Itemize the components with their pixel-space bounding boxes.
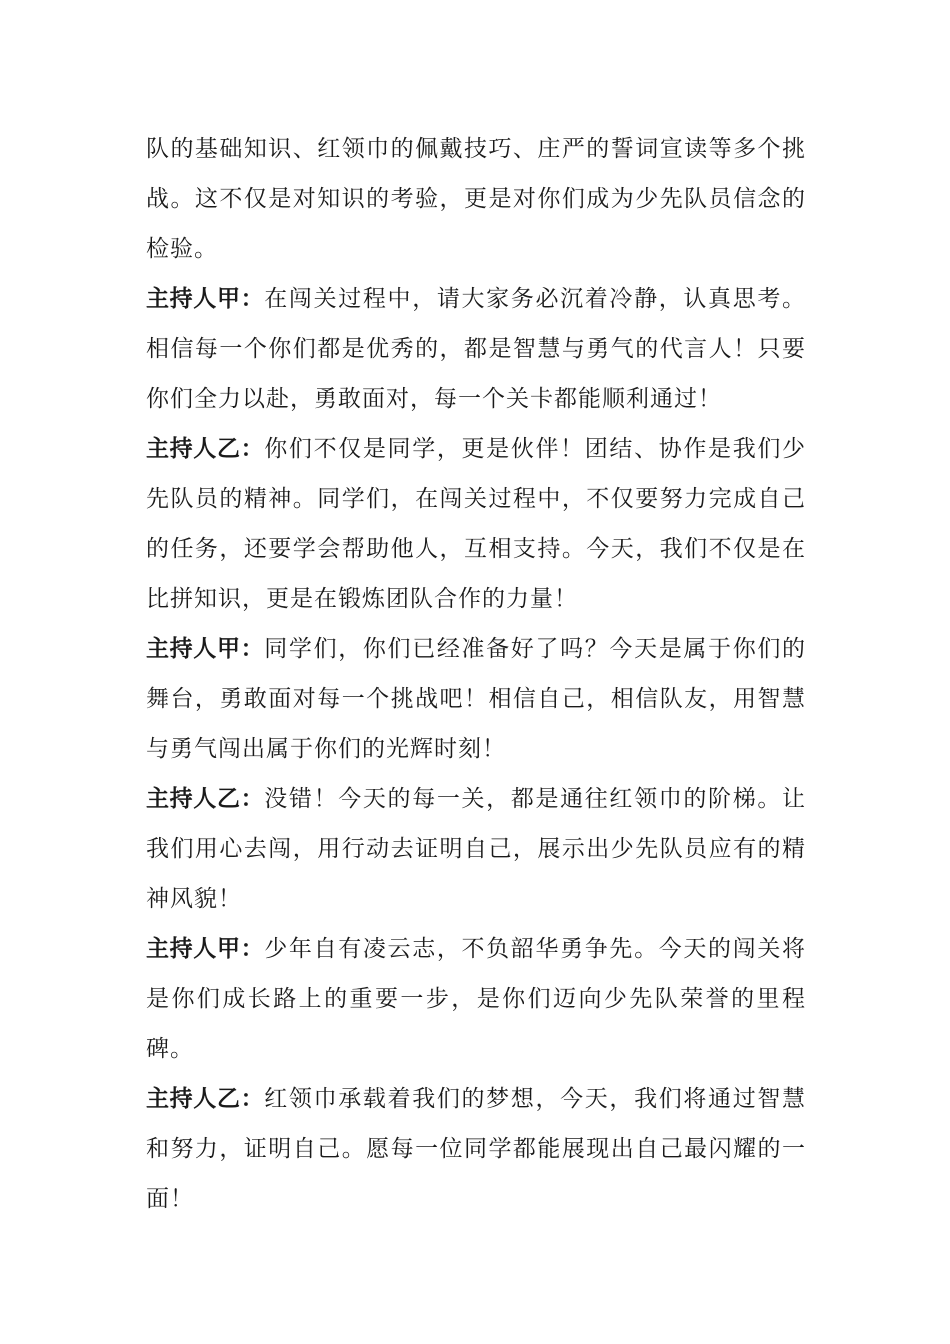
paragraph-6 [146, 924, 806, 1074]
paragraph-text: 你们不仅是同学，更是伙伴！团结、协作是我们少先队员的精神。同学们，在闯关过程中，不仅要努力完成自己的任务，还要学会帮助他人，互相支持。今天，我们不仅是在比拼知识，更是在锻炼团队合作的力量！ [146, 436, 807, 612]
paragraph-text: 队的基础知识、红领巾的佩戴技巧、庄严的誓词宣读等多个挑战。这不仅是对知识的考验，更是对你们成为少先队员信念的检验。 [146, 136, 806, 262]
paragraph-2 [146, 274, 806, 424]
paragraph-3 [146, 424, 806, 624]
paragraph-1 [146, 124, 806, 274]
paragraph-text: 在闯关过程中，请大家务必沉着冷静，认真思考。相信每一个你们都是优秀的，都是智慧与勇气的代言人！只要你们全力以赴，勇敢面对，每一个关卡都能顺利通过！ [146, 286, 807, 412]
document-page [146, 124, 806, 1224]
speaker-label: 主持人乙： [146, 436, 265, 462]
speaker-label: 主持人甲： [146, 636, 265, 662]
paragraph-text: 红领巾承载着我们的梦想，今天，我们将通过智慧和努力，证明自己。愿每一位同学都能展现出自己最闪耀的一面！ [146, 1086, 807, 1212]
paragraph-text: 少年自有凌云志，不负韶华勇争先。今天的闯关将是你们成长路上的重要一步，是你们迈向少先队荣誉的里程碑。 [146, 936, 807, 1062]
speaker-label: 主持人乙： [146, 786, 265, 812]
paragraph-7 [146, 1074, 806, 1224]
paragraph-text: 没错！今天的每一关，都是通往红领巾的阶梯。让我们用心去闯，用行动去证明自己，展示出少先队员应有的精神风貌！ [146, 786, 807, 912]
speaker-label: 主持人乙： [146, 1086, 265, 1112]
speaker-label: 主持人甲： [146, 936, 265, 962]
paragraph-text: 同学们，你们已经准备好了吗？今天是属于你们的舞台，勇敢面对每一个挑战吧！相信自己，相信队友，用智慧与勇气闯出属于你们的光辉时刻！ [146, 636, 807, 762]
paragraph-4 [146, 624, 806, 774]
speaker-label: 主持人甲： [146, 286, 265, 312]
paragraph-5 [146, 774, 806, 924]
